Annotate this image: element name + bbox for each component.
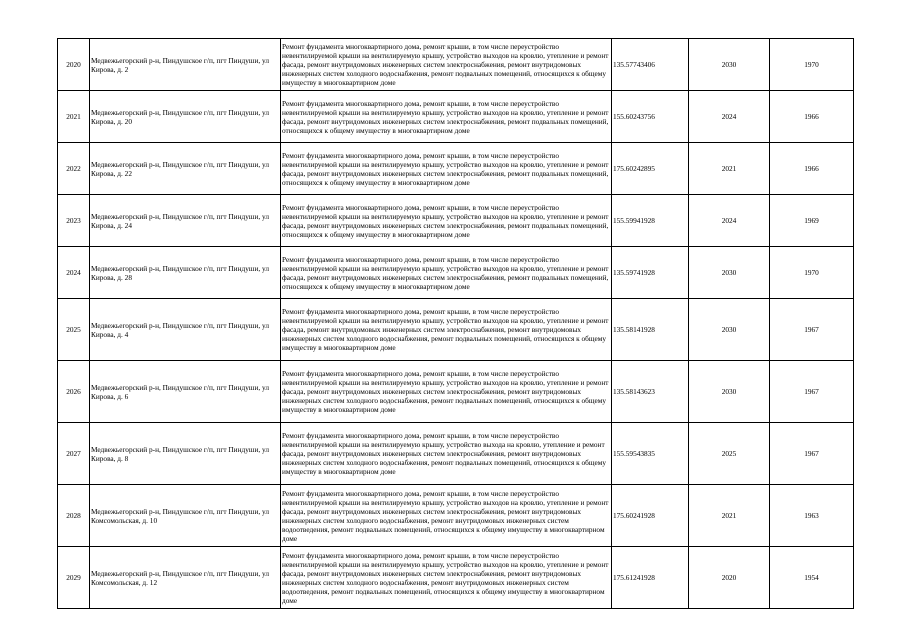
row-number: 2020 xyxy=(58,39,90,91)
table-row xyxy=(58,195,854,247)
table-row xyxy=(58,247,854,299)
plan-year-cell: 2020 xyxy=(689,547,770,609)
cost-cell: 135.58143623 xyxy=(612,361,689,423)
built-year-cell: 1966 xyxy=(770,143,854,195)
works-cell: Ремонт фундамента многоквартирного дома, ремонт крыши, в том числе переустройство невентилируемой крыши на вентилируемую крышу, устройство выходов на кровлю, утепление и ремонт фасада, ремонт внутридомовых инженерных систем электроснабжения, ремонт внутридомовых инженерных систем холодного водоснабжения, ремонт внутридомовых инженерных систем водоотведения, ремонт подвальных помещений, относящихся к общему имуществу в многоквартирном доме xyxy=(281,485,612,547)
address-cell: Медвежьегорский р-н, Пиндушское г/п, пгт Пиндуши, ул Кирова, д. 8 xyxy=(90,423,281,485)
plan-year-cell: 2021 xyxy=(689,485,770,547)
address-cell: Медвежьегорский р-н, Пиндушское г/п, пгт Пиндуши, ул Кирова, д. 28 xyxy=(90,247,281,299)
address-cell: Медвежьегорский р-н, Пиндушское г/п, пгт Пиндуши, ул Комсомольская, д. 10 xyxy=(90,485,281,547)
works-cell: Ремонт фундамента многоквартирного дома, ремонт крыши, в том числе переустройство невентилируемой крыши на вентилируемую крышу, устройство выходов на кровлю, утепление и ремонт фасада, ремонт внутридомовых инженерных систем электроснабжения, ремонт подвальных помещений, относящихся к общему имуществу в многоквартирном доме xyxy=(281,91,612,143)
works-cell: Ремонт фундамента многоквартирного дома, ремонт крыши, в том числе переустройство невентилируемой крыши на вентилируемую крышу, устройство выходов на кровлю, утепление и ремонт фасада, ремонт внутридомовых инженерных систем электроснабжения, ремонт подвальных помещений, относящихся к общему имуществу в многоквартирном доме xyxy=(281,143,612,195)
row-number: 2022 xyxy=(58,143,90,195)
built-year-cell: 1969 xyxy=(770,195,854,247)
built-year-cell: 1963 xyxy=(770,485,854,547)
plan-year-cell: 2024 xyxy=(689,195,770,247)
address-cell: Медвежьегорский р-н, Пиндушское г/п, пгт Пиндуши, ул Кирова, д. 6 xyxy=(90,361,281,423)
works-cell: Ремонт фундамента многоквартирного дома, ремонт крыши, в том числе переустройство невентилируемой крыши на вентилируемую крышу, устройство выхода на кровлю, утепление и ремонт фасада, ремонт внутридомовых инженерных систем электроснабжения, ремонт внутридомовых инженерных систем холодного водоснабжения, ремонт подвальных помещений, относящихся к общему имуществу в многоквартирном доме xyxy=(281,423,612,485)
address-cell: Медвежьегорский р-н, Пиндушское г/п, пгт Пиндуши, ул Комсомольская, д. 12 xyxy=(90,547,281,609)
built-year-cell: 1967 xyxy=(770,361,854,423)
row-number: 2021 xyxy=(58,91,90,143)
works-cell: Ремонт фундамента многоквартирного дома, ремонт крыши, в том числе переустройство невентилируемой крыши на вентилируемую крышу, устройство выходов на кровлю, утепление и ремонт фасада, ремонт внутридомовых инженерных систем электроснабжения, ремонт подвальных помещений, относящихся к общему имуществу в многоквартирном доме xyxy=(281,247,612,299)
works-cell: Ремонт фундамента многоквартирного дома, ремонт крыши, в том числе переустройство невентилируемой крыши на вентилируемую крышу, устройство выходов на кровлю, утепление и ремонт фасада, ремонт внутридомовых инженерных систем электроснабжения, ремонт внутридомовых инженерных систем холодного водоснабжения, ремонт подвальных помещений, относящихся к общему имуществу в многоквартирном доме xyxy=(281,39,612,91)
row-number: 2025 xyxy=(58,299,90,361)
table-row xyxy=(58,547,854,609)
row-number: 2024 xyxy=(58,247,90,299)
cost-cell: 135.58141928 xyxy=(612,299,689,361)
row-number: 2027 xyxy=(58,423,90,485)
address-cell: Медвежьегорский р-н, Пиндушское г/п, пгт Пиндуши, ул Кирова, д. 4 xyxy=(90,299,281,361)
address-cell: Медвежьегорский р-н, Пиндушское г/п, пгт Пиндуши, ул Кирова, д. 20 xyxy=(90,91,281,143)
row-number: 2029 xyxy=(58,547,90,609)
plan-year-cell: 2030 xyxy=(689,247,770,299)
works-cell: Ремонт фундамента многоквартирного дома, ремонт крыши, в том числе переустройство невентилируемой крыши на вентилируемую крышу, устройство выходов на кровлю, утепление и ремонт фасада, ремонт внутридомовых инженерных систем электроснабжения, ремонт подвальных помещений, относящихся к общему имуществу в многоквартирном доме xyxy=(281,195,612,247)
built-year-cell: 1970 xyxy=(770,39,854,91)
address-cell: Медвежьегорский р-н, Пиндушское г/п, пгт Пиндуши, ул Кирова, д. 2 xyxy=(90,39,281,91)
table-row xyxy=(58,143,854,195)
table-row xyxy=(58,361,854,423)
cost-cell: 135.57743406 xyxy=(612,39,689,91)
cost-cell: 175.61241928 xyxy=(612,547,689,609)
plan-year-cell: 2030 xyxy=(689,299,770,361)
row-number: 2023 xyxy=(58,195,90,247)
row-number: 2026 xyxy=(58,361,90,423)
table-row xyxy=(58,485,854,547)
plan-year-cell: 2024 xyxy=(689,91,770,143)
cost-cell: 175.60242895 xyxy=(612,143,689,195)
plan-year-cell: 2021 xyxy=(689,143,770,195)
built-year-cell: 1967 xyxy=(770,299,854,361)
cost-cell: 155.60243756 xyxy=(612,91,689,143)
works-cell: Ремонт фундамента многоквартирного дома, ремонт крыши, в том числе переустройство невентилируемой крыши на вентилируемую крышу, устройство выходов на кровлю, утепление и ремонт фасада, ремонт внутридомовых инженерных систем электроснабжения, ремонт внутридомовых инженерных систем холодного водоснабжения, ремонт внутридомовых инженерных систем водоотведения, ремонт подвальных помещений, относящихся к общему имуществу в многоквартирном доме xyxy=(281,547,612,609)
plan-year-cell: 2025 xyxy=(689,423,770,485)
built-year-cell: 1954 xyxy=(770,547,854,609)
works-cell: Ремонт фундамента многоквартирного дома, ремонт крыши, в том числе переустройство невентилируемой крыши на вентилируемую крышу, устройство выходов на кровлю, утепление и ремонт фасада, ремонт внутридомовых инженерных систем электроснабжения, ремонт внутридомовых инженерных систем холодного водоснабжения, ремонт подвальных помещений, относящихся к общему имуществу в многоквартирном доме xyxy=(281,361,612,423)
row-number: 2028 xyxy=(58,485,90,547)
cost-cell: 135.59741928 xyxy=(612,247,689,299)
cost-cell: 155.59543835 xyxy=(612,423,689,485)
cost-cell: 155.59941928 xyxy=(612,195,689,247)
built-year-cell: 1966 xyxy=(770,91,854,143)
table-row xyxy=(58,423,854,485)
table-row xyxy=(58,39,854,91)
plan-year-cell: 2030 xyxy=(689,39,770,91)
works-cell: Ремонт фундамента многоквартирного дома, ремонт крыши, в том числе переустройство невентилируемой крыши на вентилируемую крышу, устройство выходов на кровлю, утепление и ремонт фасада, ремонт внутридомовых инженерных систем электроснабжения, ремонт внутридомовых инженерных систем холодного водоснабжения, ремонт подвальных помещений, относящихся к общему имуществу в многоквартирном доме xyxy=(281,299,612,361)
table-body xyxy=(58,39,854,609)
cost-cell: 175.60241928 xyxy=(612,485,689,547)
address-cell: Медвежьегорский р-н, Пиндушское г/п, пгт Пиндуши, ул Кирова, д. 22 xyxy=(90,143,281,195)
plan-year-cell: 2030 xyxy=(689,361,770,423)
table-row xyxy=(58,91,854,143)
capital-repair-table xyxy=(57,38,854,609)
built-year-cell: 1970 xyxy=(770,247,854,299)
table-row xyxy=(58,299,854,361)
built-year-cell: 1967 xyxy=(770,423,854,485)
address-cell: Медвежьегорский р-н, Пиндушское г/п, пгт Пиндуши, ул Кирова, д. 24 xyxy=(90,195,281,247)
